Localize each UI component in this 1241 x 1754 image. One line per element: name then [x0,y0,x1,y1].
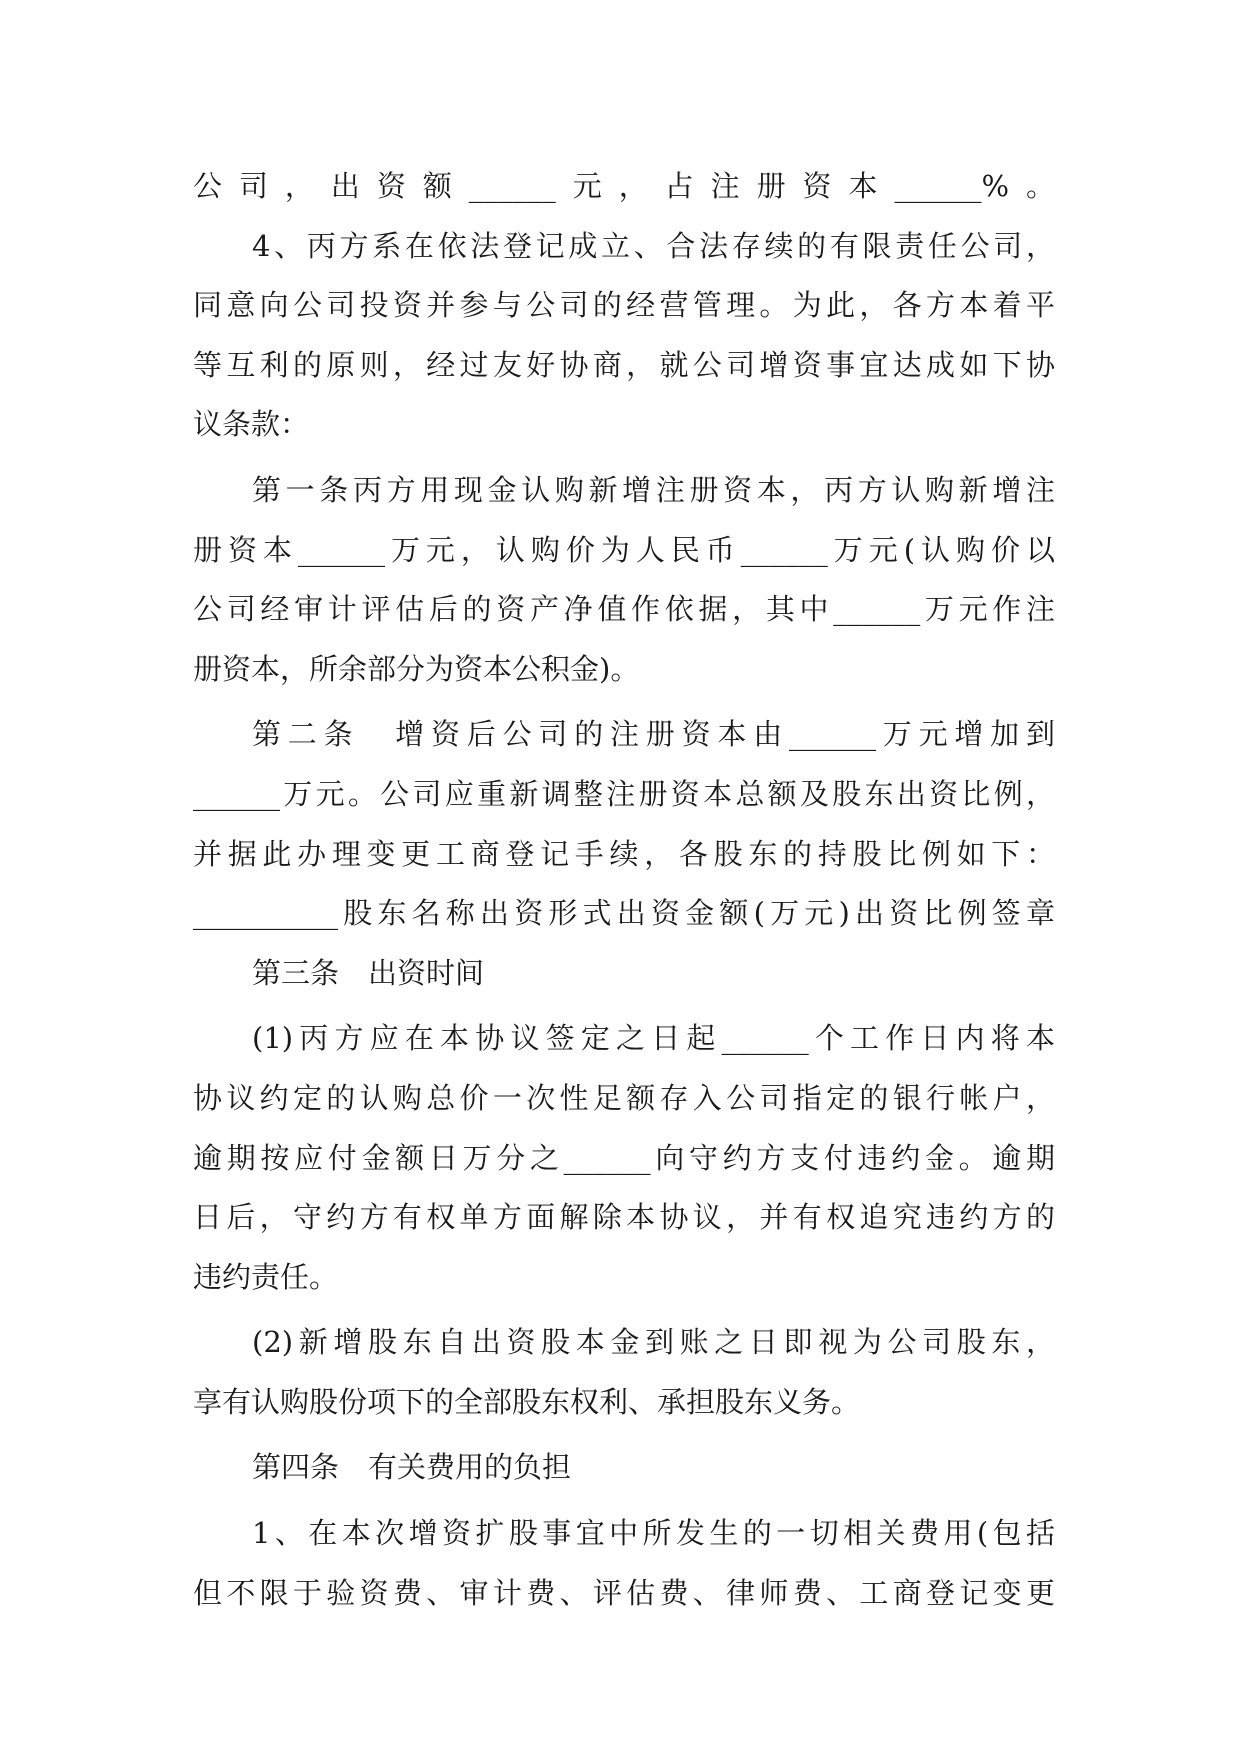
text-line: 等互利的原则，经过友好协商，就公司增资事宜达成如下协 [193,347,1055,382]
text-line: 但不限于验资费、审计费、评估费、律师费、工商登记变更 [193,1575,1055,1610]
text-line: 1、在本次增资扩股事宜中所发生的一切相关费用(包括 [252,1516,1055,1551]
text-line: (2)新增股东自出资股本金到账之日即视为公司股东， [252,1325,1055,1360]
agreement-body [193,157,1055,1623]
text-line: 第二条 增资后公司的注册资本由______万元增加到 [252,717,1055,752]
text-line: 逾期按应付金额日万分之______向守约方支付违约金。逾期 [193,1140,1055,1175]
text-line: __________股东名称出资形式出资金额(万元)出资比例签章 [193,896,1055,931]
text-line: 同意向公司投资并参与公司的经营管理。为此，各方本着平 [193,288,1055,323]
text-line: 享有认购股份项下的全部股东权利、承担股东义务。 [193,1384,861,1419]
text-line: 日后，守约方有权单方面解除本协议，并有权追究违约方的 [193,1200,1055,1235]
text-line: 公司，出资额______元，占注册资本______%。 [193,169,1055,203]
section-heading: 第四条 有关费用的负担 [252,1450,572,1485]
text-line: 并据此办理变更工商登记手续，各股东的持股比例如下： [193,836,1055,871]
section-heading: 第三条 出资时间 [252,955,485,990]
text-line: 议条款： [193,407,310,442]
text-line: (1)丙方应在本协议签定之日起______个工作日内将本 [252,1021,1055,1056]
text-line: 册资本，所余部分为资本公积金)。 [193,651,640,686]
text-line: 册资本______万元，认购价为人民币______万元(认购价以 [193,532,1055,567]
text-line: ______万元。公司应重新调整注册资本总额及股东出资比例， [193,776,1055,811]
text-line: 第一条丙方用现金认购新增注册资本，丙方认购新增注 [252,472,1055,507]
text-line: 公司经审计评估后的资产净值作依据，其中______万元作注 [193,592,1055,627]
text-line: 协议约定的认购总价一次性足额存入公司指定的银行帐户， [193,1080,1055,1115]
text-line: 违约责任。 [193,1259,339,1294]
text-line: 4、丙方系在依法登记成立、合法存续的有限责任公司， [252,228,1055,263]
